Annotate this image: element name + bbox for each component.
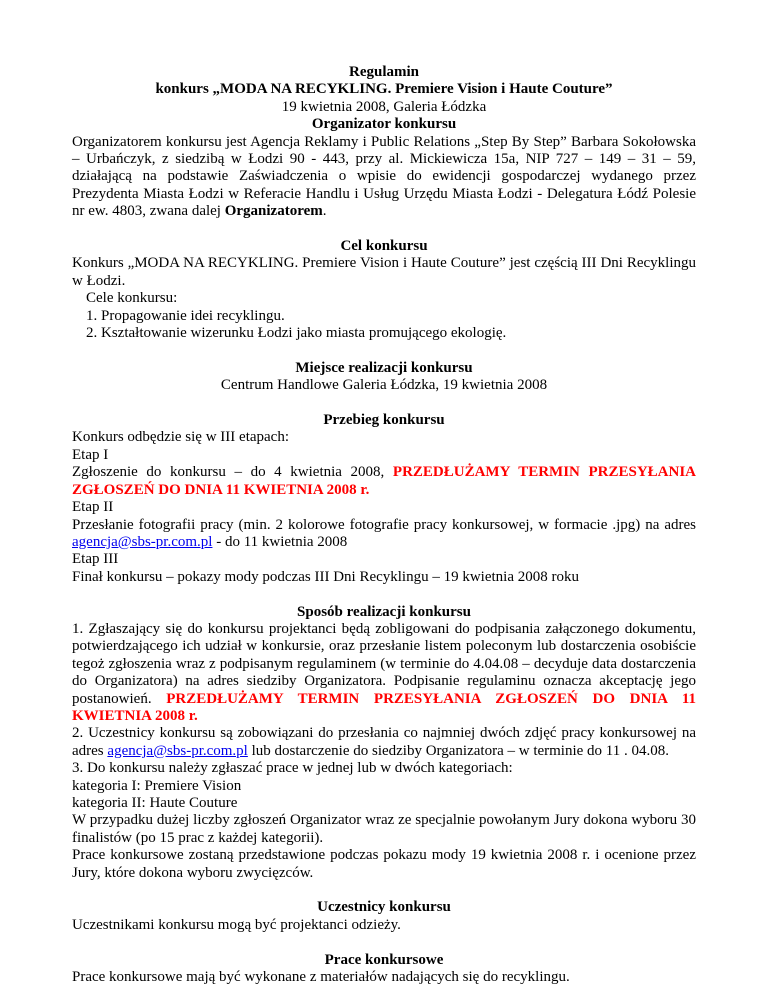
goal-list-title: Cele konkursu: [86, 290, 178, 307]
date-place: 19 kwietnia 2008, Galeria Łódzka [281, 98, 487, 115]
participants-text: Uczestnikami konkursu mogą być projektanci odzieży. [72, 916, 401, 933]
works-heading: Prace konkursowe [324, 951, 444, 968]
category-2: kategoria II: Haute Couture [72, 795, 238, 811]
goal-text: Konkurs „MODA NA RECYKLING. Premiere Vision i Haute Couture” jest częścią III Dni Recyklingu w Łodzi. [72, 255, 696, 289]
method-finalists: W przypadku dużej liczby zgłoszeń Organizator wraz ze specjalnie powołanym Jury dokona wyboru 30 finalistów (po 15 prac z każdej kategorii). [72, 812, 696, 846]
participants-heading: Uczestnicy konkursu [317, 899, 451, 916]
organizer-end: . [322, 203, 327, 220]
contest-name: konkurs „MODA NA RECYKLING. Premiere Vision i Haute Couture” [155, 81, 613, 98]
stage1-paragraph [72, 464, 696, 499]
place-text: Centrum Handlowe Galeria Łódzka, 19 kwietnia 2008 [220, 377, 548, 394]
stage3-text: Finał konkursu – pokazy mody podczas III Dni Recyklingu – 19 kwietnia 2008 roku [72, 568, 579, 585]
method-point-2 [72, 725, 696, 760]
email-link[interactable]: agencja@sbs-pr.com.pl [107, 742, 248, 759]
email-link[interactable]: agencja@sbs-pr.com.pl [72, 533, 213, 550]
goal-item: 1. Propagowanie idei recyklingu. [86, 307, 285, 324]
stage1-extension-notice: PRZEDŁUŻAMY TERMIN PRZESYŁANIA ZGŁOSZEŃ DO DNIA 11 KWIETNIA 2008 r. [72, 464, 696, 498]
method-extension-notice: PRZEDŁUŻAMY TERMIN PRZESYŁANIA ZGŁOSZEŃ DO DNIA 11 KWIETNIA 2008 r. [72, 690, 697, 724]
organizer-bold: Organizatorem [224, 203, 323, 220]
organizer-heading: Organizator konkursu [311, 116, 457, 133]
category-1: kategoria I: Premiere Vision [72, 777, 242, 794]
stage2-label: Etap II [72, 499, 114, 516]
method-point-1 [72, 621, 696, 725]
stage3-label: Etap III [72, 551, 119, 568]
stage1-text: Zgłoszenie do konkursu – do 4 kwietnia 2008, [72, 464, 385, 481]
place-heading: Miejsce realizacji konkursu [295, 359, 473, 376]
stage2-end: - do 11 kwietnia 2008 [212, 533, 348, 550]
organizer-paragraph [72, 134, 696, 221]
method-p2-start: 2. Uczestnicy konkursu są zobowiązani do przesłania co najmniej dwóch zdjęć pracy konkursowej na adres [72, 725, 696, 759]
works-text: Prace konkursowe mają być wykonane z materiałów nadających się do recyklingu. [72, 969, 570, 986]
organizer-text: Organizatorem konkursu jest Agencja Reklamy i Public Relations „Step By Step” Barbara Sokołowska – Urbańczyk, z siedzibą w Łodzi 90 - 443, przy al. Mickiewicza 15a, NIP 727 – 149 – 31 – 59, działającą na podstawie Zaświadczenia o wpisie do ewidencji gospodarczej wydanego przez Prezydenta Miasta Łodzi w Referacie Handlu i Usług Urzędu Miasta Łodzi - Delegatura Łódź Polesie nr ew. 4803, zwana dalej [72, 133, 696, 220]
method-p2-end: lub dostarczenie do siedziby Organizatora – w terminie do 11 . 04.08. [251, 742, 669, 759]
goal-item: 2. Kształtowanie wizerunku Łodzi jako miasta promującego ekologię. [86, 325, 507, 342]
course-intro: Konkurs odbędzie się w III etapach: [72, 429, 290, 446]
stage2-text: Przesłanie fotografii pracy (min. 2 kolorowe fotografie pracy konkursowej, w formacie .jpg) na adres [72, 516, 696, 533]
course-heading: Przebieg konkursu [323, 412, 445, 429]
method-heading: Sposób realizacji konkursu [297, 603, 471, 620]
goal-heading: Cel konkursu [340, 238, 428, 255]
method-p1-text: 1. Zgłaszający się do konkursu projektanci będą zobligowani do podpisania załączonego dokumentu, potwierdzającego ich udział w konkursie, oraz przesłanie listem poleconym lub dostarczenia osobiście tegoż zgłoszenia wraz z podpisanym regulaminem (w terminie do 4.04.08 – decyduje data dostarczenia do Organizatora) na adres siedziby Organizatora. Podpisanie regulaminu oznacza akceptację jego postanowień. [72, 620, 696, 707]
stage2-paragraph [72, 517, 696, 552]
method-point-3: 3. Do konkursu należy zgłaszać prace w jednej lub w dwóch kategoriach: [72, 760, 513, 777]
document-title: Regulamin [348, 64, 419, 80]
method-presentation: Prace konkursowe zostaną przedstawione podczas pokazu mody 19 kwietnia 2008 r. i ocenione przez Jury, które dokona wyboru zwycięzców. [72, 847, 696, 881]
stage1-label: Etap I [72, 446, 109, 463]
